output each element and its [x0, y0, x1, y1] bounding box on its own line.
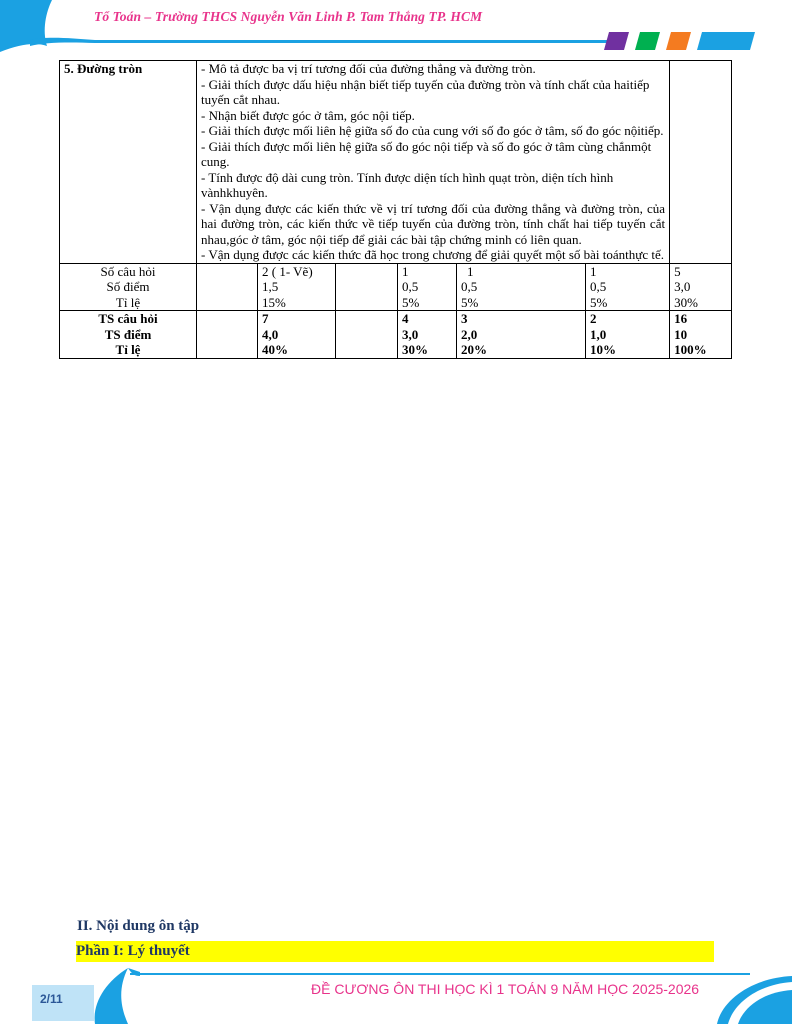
cell-value: 2: [590, 311, 597, 326]
section-heading: II. Nội dung ôn tập: [77, 918, 200, 934]
footer-right-decoration: [712, 970, 792, 1024]
cell-value: 20%: [461, 342, 487, 357]
count-cell: [457, 263, 586, 311]
total-cell: [457, 311, 586, 359]
header-color-blocks: [603, 32, 758, 52]
label-points: Số điểm: [106, 279, 150, 294]
cell-value: 4: [402, 311, 409, 326]
cell-value: 5%: [402, 294, 420, 310]
cell-value: 1: [467, 263, 474, 279]
footer-title: ĐỀ CƯƠNG ÔN THI HỌC KÌ 1 TOÁN 9 NĂM HỌC 2025-2026: [311, 981, 700, 997]
cell-value: 5: [674, 263, 681, 279]
cell-value: 30%: [402, 342, 428, 357]
description-cell: [197, 61, 670, 264]
empty-cell: [197, 311, 258, 359]
cell-value: 1: [590, 263, 597, 279]
page-number: 2/11: [40, 992, 63, 1006]
cell-value: 7: [262, 311, 269, 326]
assessment-matrix-table: [59, 60, 732, 359]
empty-cell: [336, 263, 398, 311]
cell-value: 15%: [262, 294, 286, 310]
cell-value: 3,0: [674, 279, 691, 294]
empty-cell: [197, 263, 258, 311]
cell-value: 0,5: [461, 279, 478, 294]
description-line: - Tính được độ dài cung tròn. Tính được diện tích hình quạt tròn, diện tích hình vànhkhuyên.: [201, 169, 614, 200]
cell-value: 2,0: [461, 326, 478, 342]
count-row: [60, 263, 732, 311]
description-line: - Vận dụng được các kiến thức đã học trong chương để giải quyết một số bài toánthực tế.: [201, 247, 664, 262]
purple-block: [604, 32, 629, 50]
topic-cell: 5. Đường tròn: [60, 61, 197, 264]
description-line: - Giải thích được mối liên hệ giữa số đo của cung với số đo góc ở tâm, số đo góc nộitiếp.: [201, 123, 664, 138]
orange-block: [666, 32, 691, 50]
description-line: - Giải thích được dấu hiệu nhận biết tiếp tuyến của đường tròn và tính chất của haitiếp tuyến cắt nhau.: [201, 76, 650, 107]
green-block: [635, 32, 660, 50]
cell-value: 0,5: [402, 279, 419, 294]
label-total-questions: TS câu hỏi: [98, 311, 158, 326]
description-line: - Nhận biết được góc ở tâm, góc nội tiếp.: [201, 107, 415, 123]
cell-value: 40%: [262, 342, 288, 357]
cell-value: 1: [402, 263, 409, 279]
blue-block: [697, 32, 755, 50]
header-title: Tổ Toán – Trường THCS Nguyễn Văn Linh P. Tam Thắng TP. HCM: [94, 9, 483, 24]
total-labels-cell: [60, 311, 197, 359]
cell-value: 100%: [674, 342, 707, 357]
cell-value: 30%: [674, 294, 698, 310]
cell-value: 5%: [590, 294, 608, 310]
count-cell: [586, 263, 670, 311]
total-cell: [398, 311, 457, 359]
count-labels-cell: [60, 263, 197, 311]
topic-row: [60, 61, 732, 264]
cell-value: 10%: [590, 342, 616, 357]
cell-value: 1,5: [262, 279, 279, 294]
total-cell: [258, 311, 336, 359]
description-line: - Giải thích được mối liên hệ giữa số đo góc nội tiếp và số đo góc ở tâm cùng chắnmột cung.: [201, 138, 652, 169]
count-cell: [670, 263, 732, 311]
total-cell: [670, 311, 732, 359]
cell-value: 5%: [461, 294, 479, 310]
cell-value: 1,0: [590, 326, 607, 342]
label-total-points: TS điểm: [104, 326, 152, 342]
label-questions: Số câu hỏi: [100, 263, 156, 279]
description-line: - Vận dụng được các kiến thức về vị trí tương đối của đường thẳng và đường tròn, của hai đường tròn, các kiến thức về tiếp tuyến của đường tròn, tính chất hai tiếp tuyến cắt nhau,góc ở tâm, góc nội tiếp để giải các bài tập chứng minh có liên quan.: [201, 200, 666, 247]
part-heading: Phần I: Lý thuyết: [76, 941, 714, 962]
empty-cell: [336, 311, 398, 359]
count-cell: [258, 263, 336, 311]
cell-value: 16: [674, 311, 688, 326]
cell-value: 2 ( 1- Vẽ): [262, 263, 313, 279]
description-line: - Mô tả được ba vị trí tương đối của đường thẳng và đường tròn.: [201, 61, 536, 76]
cell-value: 0,5: [590, 279, 607, 294]
label-ratio: Tỉ lệ: [115, 294, 141, 310]
total-row: [60, 311, 732, 359]
cell-value: 4,0: [262, 326, 279, 342]
label-total-ratio: Tỉ lệ: [115, 342, 141, 357]
count-cell: [398, 263, 457, 311]
cell-value: 3: [461, 311, 468, 326]
cell-value: 10: [674, 326, 688, 342]
header-rule: [95, 40, 607, 43]
empty-cell: [670, 61, 732, 264]
cell-value: 3,0: [402, 326, 419, 342]
total-cell: [586, 311, 670, 359]
footer-rule: [130, 973, 750, 975]
